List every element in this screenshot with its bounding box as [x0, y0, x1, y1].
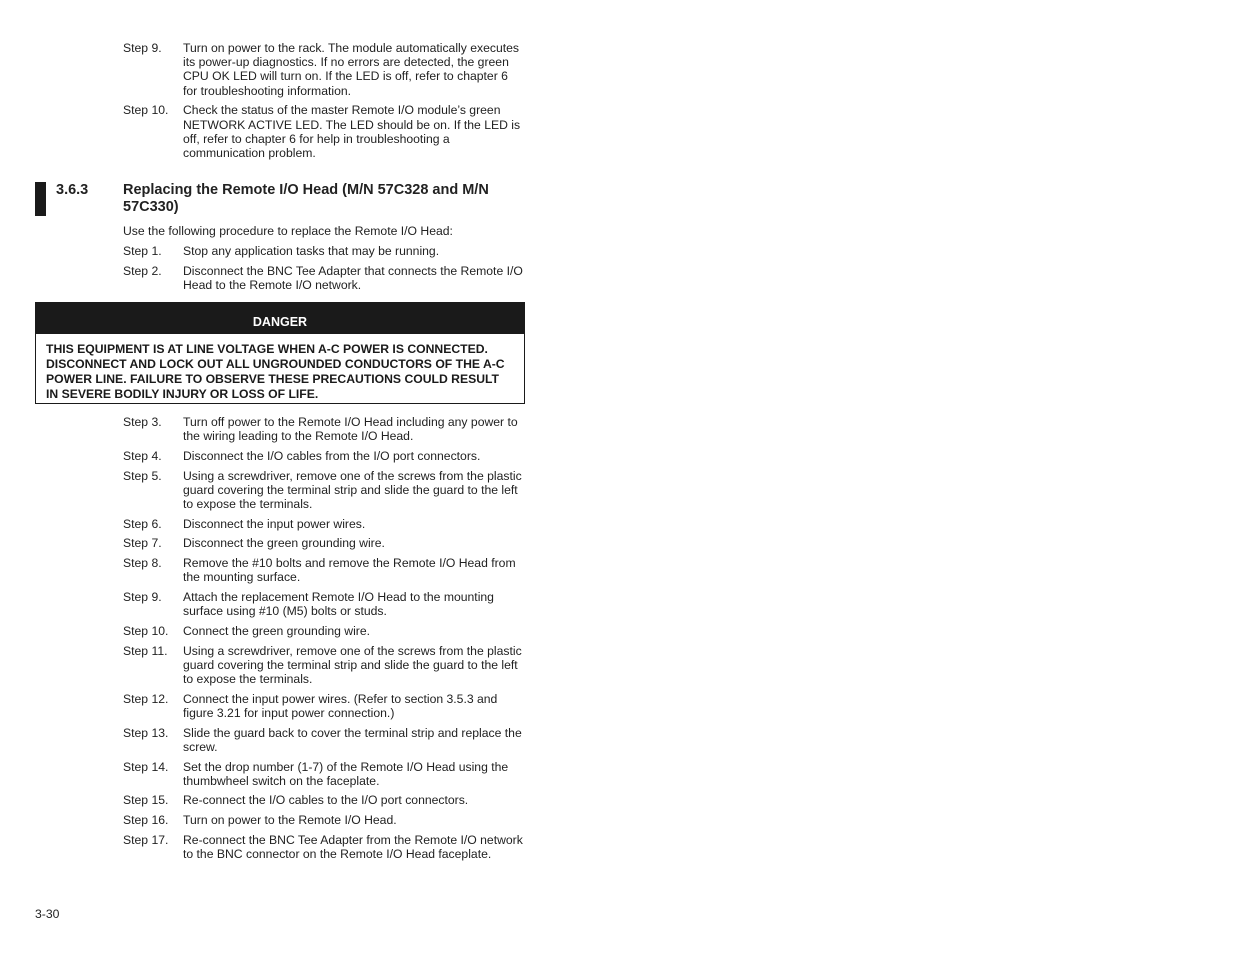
- step-text: Turn on power to the Remote I/O Head.: [183, 813, 397, 828]
- post-step-list: [123, 415, 523, 867]
- step-text: Attach the replacement Remote I/O Head to the mounting surface using #10 (M5) bolts or studs.: [183, 590, 494, 619]
- step-text: Disconnect the input power wires.: [183, 516, 366, 531]
- step-label: Step 10.: [123, 623, 169, 638]
- step-label: Step 10.: [123, 103, 169, 118]
- section-title: Replacing the Remote I/O Head (M/N 57C328 and M/N 57C330): [123, 182, 489, 215]
- step-label: Step 2.: [123, 263, 162, 278]
- step-text: Remove the #10 bolts and remove the Remote I/O Head from the mounting surface.: [183, 556, 516, 585]
- step-item: [123, 624, 523, 638]
- step-label: Step 6.: [123, 516, 162, 531]
- step-text: Using a screwdriver, remove one of the screws from the plastic guard covering the terminal strip and slide the guard to the left to expose the terminals.: [183, 468, 522, 512]
- step-item: [123, 556, 523, 584]
- step-text: Disconnect the green grounding wire.: [183, 536, 385, 551]
- step-text: Connect the input power wires. (Refer to section 3.5.3 and figure 3.21 for input power connection.): [183, 691, 498, 720]
- step-text: Turn off power to the Remote I/O Head including any power to the wiring leading to the Remote I/O Head.: [183, 415, 518, 444]
- step-label: Step 1.: [123, 244, 162, 258]
- step-text: Slide the guard back to cover the terminal strip and replace the screw.: [183, 725, 522, 754]
- step-item: [123, 469, 523, 512]
- step-text: Disconnect the I/O cables from the I/O port connectors.: [183, 448, 481, 463]
- step-label: Step 8.: [123, 556, 162, 571]
- step-label: Step 17.: [123, 832, 169, 847]
- step-label: Step 7.: [123, 536, 162, 551]
- step-item: [123, 449, 523, 463]
- step-item: [123, 415, 523, 443]
- step-label: Step 16.: [123, 813, 169, 828]
- step-text: Using a screwdriver, remove one of the screws from the plastic guard covering the terminal strip and slide the guard to the left to expose the terminals.: [183, 643, 522, 687]
- step-label: Step 4.: [123, 448, 162, 463]
- step-label: Step 9.: [123, 590, 162, 605]
- step-item: [123, 517, 523, 531]
- danger-warning-box: [35, 302, 525, 404]
- step-item: [123, 833, 523, 861]
- pre-step-list: [123, 244, 523, 298]
- step-item: [123, 590, 523, 618]
- step-item: [123, 793, 523, 807]
- step-label: Step 15.: [123, 793, 169, 808]
- step-item: [123, 726, 523, 754]
- step-label: Step 14.: [123, 759, 169, 774]
- top-step-list: [123, 41, 523, 166]
- step-item: [123, 536, 523, 550]
- step-label: Step 9.: [123, 41, 162, 55]
- danger-heading: DANGER: [36, 303, 524, 334]
- step-text: Connect the green grounding wire.: [183, 623, 370, 638]
- step-item: [123, 644, 523, 687]
- section-number: 3.6.3: [56, 182, 89, 198]
- step-text: Re-connect the I/O cables to the I/O port connectors.: [183, 793, 469, 808]
- step-item: [123, 41, 523, 98]
- step-text: Disconnect the BNC Tee Adapter that connects the Remote I/O Head to the Remote I/O network.: [183, 263, 523, 292]
- step-item: [123, 244, 523, 258]
- step-item: [123, 264, 523, 292]
- step-item: [123, 692, 523, 720]
- intro-paragraph: Use the following procedure to replace the Remote I/O Head:: [123, 224, 453, 238]
- page-number: 3-30: [35, 907, 60, 921]
- step-label: Step 5.: [123, 468, 162, 483]
- step-label: Step 3.: [123, 415, 162, 429]
- step-text: Set the drop number (1-7) of the Remote I/O Head using the thumbwheel switch on the faceplate.: [183, 759, 509, 788]
- danger-body-text: THIS EQUIPMENT IS AT LINE VOLTAGE WHEN A-C POWER IS CONNECTED. DISCONNECT AND LOCK OUT ALL UNGROUNDED CONDUCTORS OF THE A-C POWER LINE. FAILURE TO OBSERVE THESE PRECAUTIONS COULD RESULT IN SEVERE BODILY INJURY OR LOSS OF LIFE.: [46, 342, 505, 401]
- step-label: Step 11.: [123, 643, 168, 658]
- step-label: Step 13.: [123, 725, 169, 740]
- step-label: Step 12.: [123, 691, 169, 706]
- step-item: [123, 103, 523, 160]
- step-text: Check the status of the master Remote I/O module’s green NETWORK ACTIVE LED. The LED should be on. If the LED is off, refer to chapter 6 for help in troubleshooting a communication problem.: [183, 103, 521, 160]
- step-item: [123, 760, 523, 788]
- step-text: Turn on power to the rack. The module automatically executes its power-up diagnostics. If no errors are detected, the green CPU OK LED will turn on. If the LED is off, refer to chapter 6 for troubleshooting information.: [183, 41, 520, 98]
- step-text: Re-connect the BNC Tee Adapter from the Remote I/O network to the BNC connector on the Remote I/O Head faceplate.: [183, 832, 523, 862]
- step-text: Stop any application tasks that may be running.: [183, 244, 440, 258]
- revision-change-bar: [35, 182, 46, 216]
- step-item: [123, 813, 523, 827]
